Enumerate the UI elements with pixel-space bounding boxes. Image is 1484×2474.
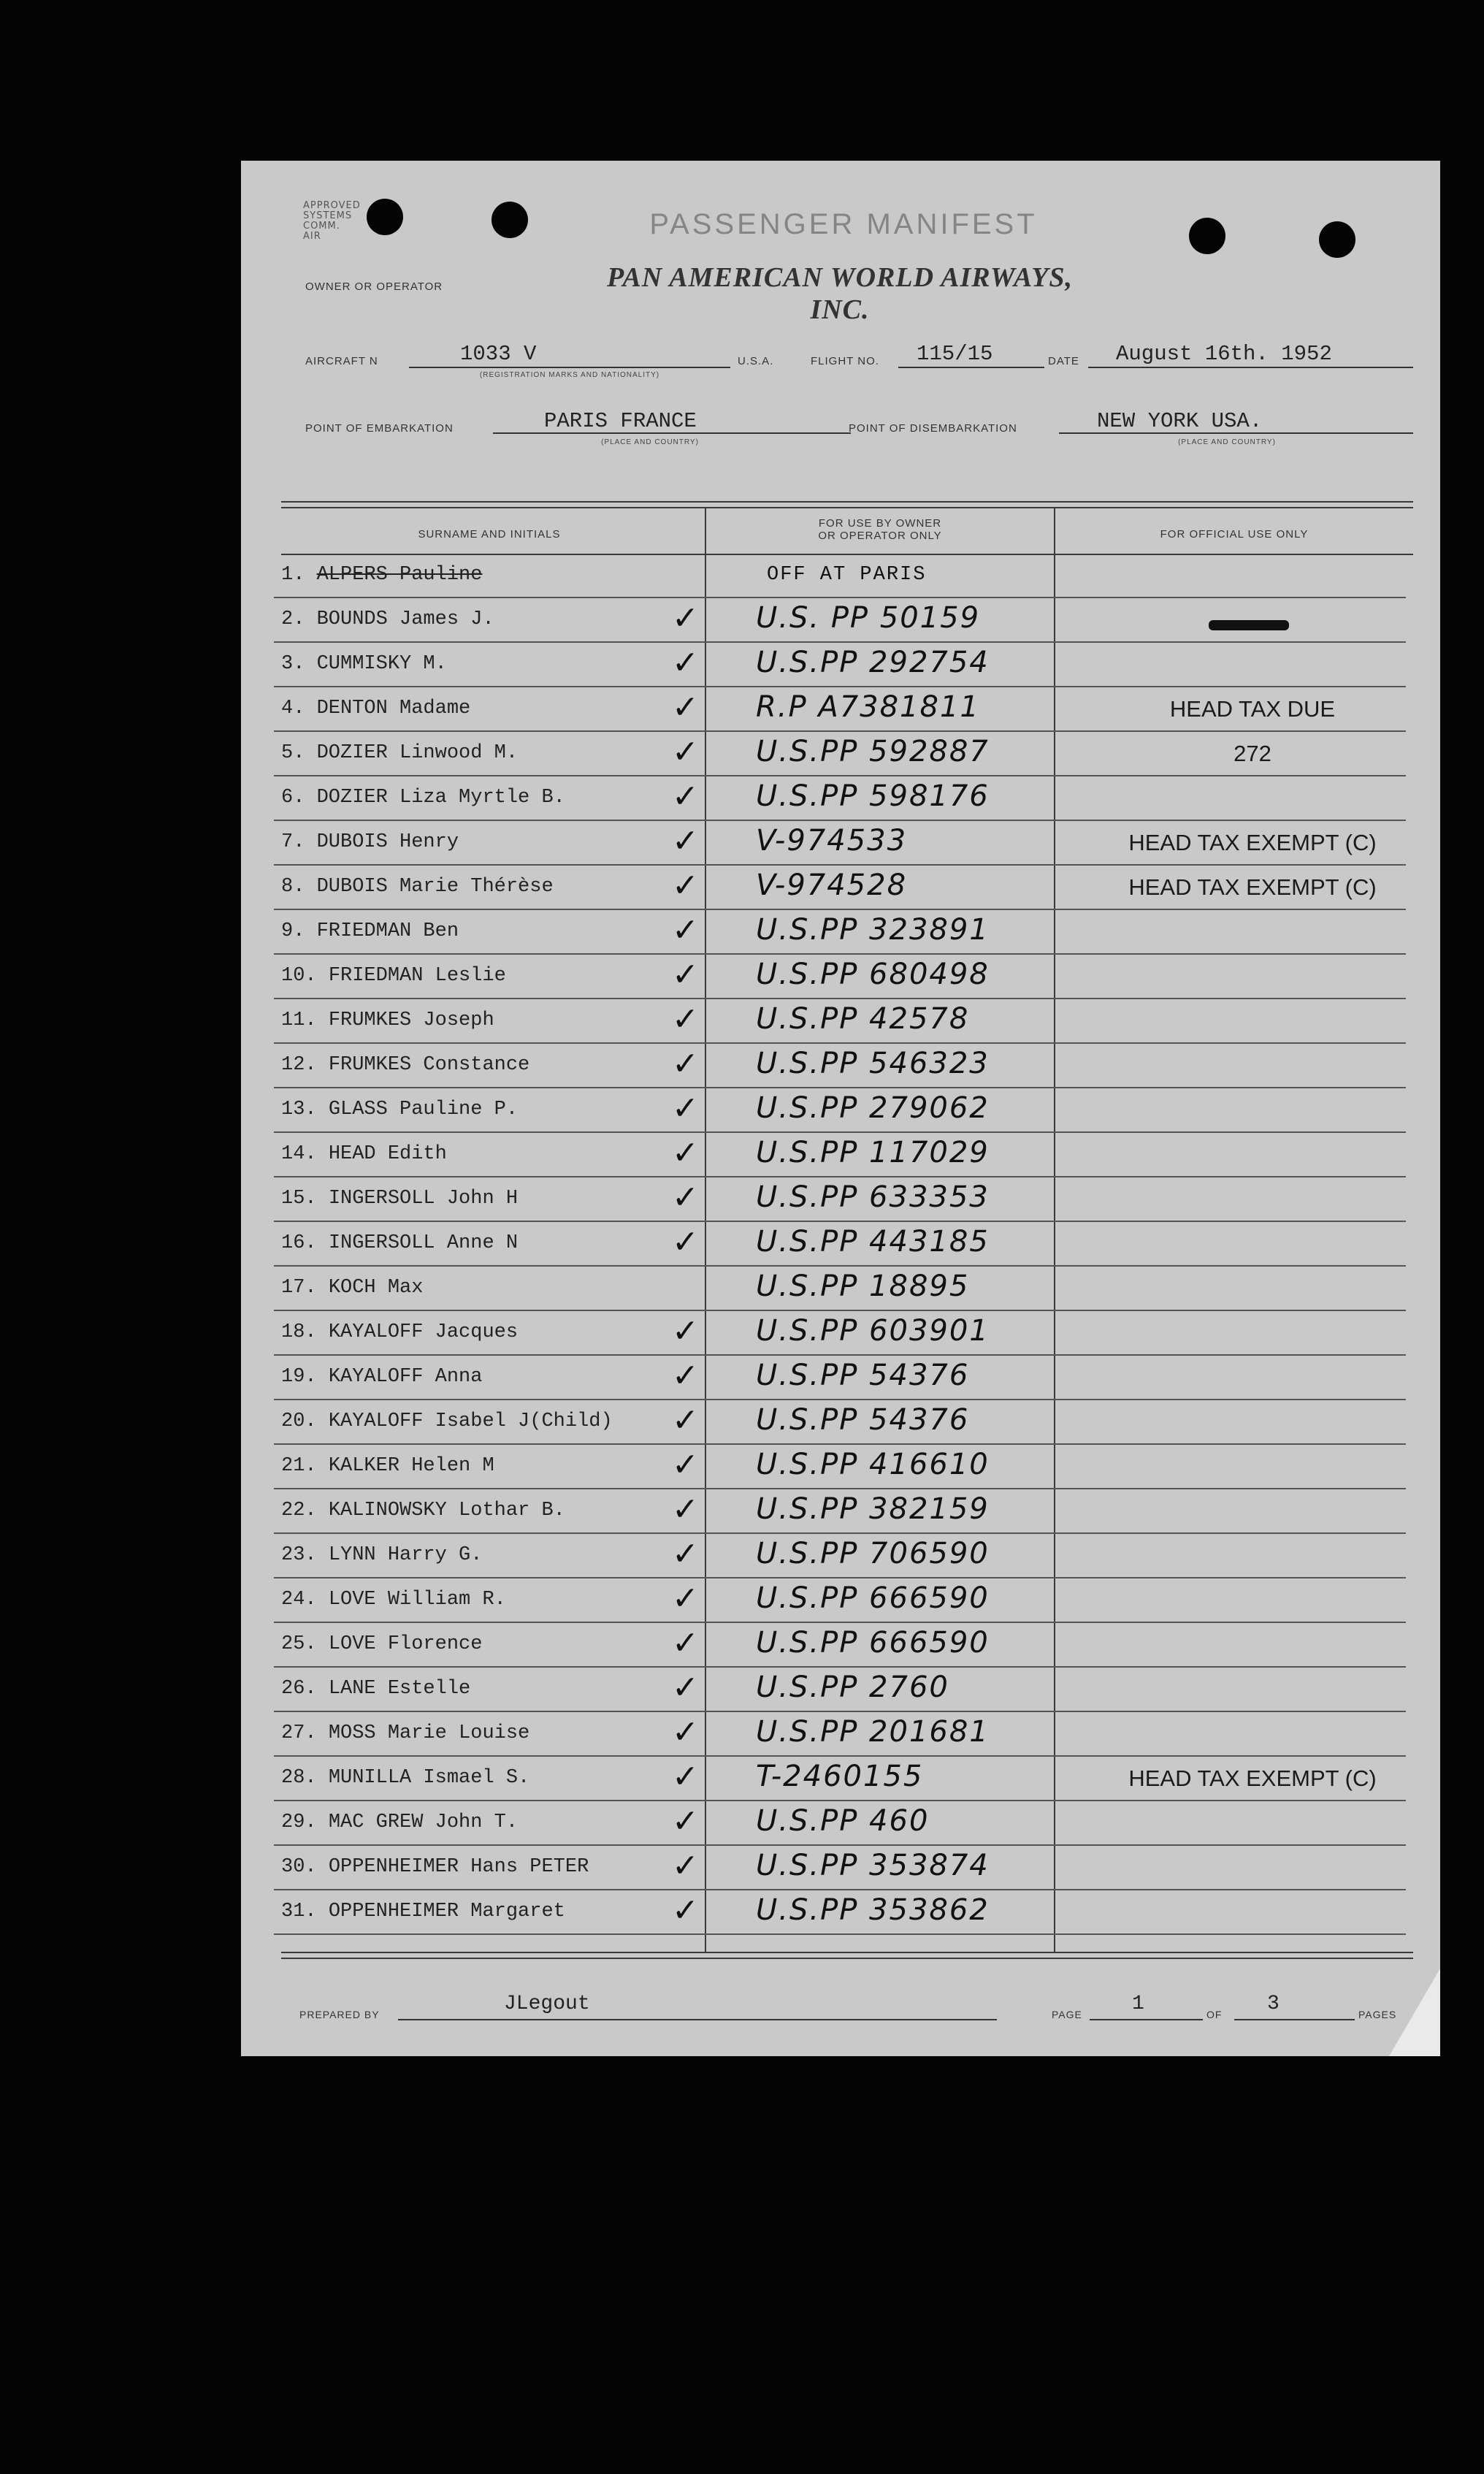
table-bottom-rule: [281, 1958, 1413, 1959]
checkmark-icon: ✓: [672, 1536, 699, 1572]
row-number: 12.: [281, 1054, 317, 1076]
passport-number: U.S.PP 279062: [756, 1091, 990, 1125]
surname-initials: KALKER Helen M: [328, 1455, 494, 1477]
row-number: 20.: [281, 1410, 317, 1432]
passport-number: U.S.PP 666590: [756, 1626, 990, 1660]
surname-initials: LANE Estelle: [328, 1678, 471, 1700]
row-number: 25.: [281, 1633, 317, 1655]
ink-blot: [1209, 620, 1289, 630]
page-total: 3: [1267, 1993, 1280, 2015]
row-rule: [274, 1933, 1406, 1935]
folded-corner: [1389, 1969, 1440, 2056]
surname-initials: KOCH Max: [328, 1277, 424, 1299]
passport-number: U.S.PP 706590: [756, 1537, 990, 1570]
embarkation-label: POINT OF EMBARKATION: [305, 422, 454, 435]
checkmark-icon: ✓: [672, 1759, 699, 1795]
passenger-name: [281, 742, 518, 764]
checkmark-icon: ✓: [672, 1091, 699, 1126]
official-note: HEAD TAX EXEMPT (C): [1128, 1765, 1377, 1791]
disembarkation-label: POINT OF DISEMBARKATION: [849, 422, 1017, 435]
passenger-name: [281, 698, 470, 719]
checkmark-icon: ✓: [672, 1714, 699, 1750]
passport-number: U.S.PP 18895: [756, 1270, 970, 1303]
passenger-name: [281, 1366, 482, 1388]
passenger-name: [281, 564, 482, 586]
aircraft-value: 1033 V: [460, 342, 537, 366]
checkmark-icon: ✓: [672, 1581, 699, 1616]
flight-value: 115/15: [917, 342, 993, 366]
passport-number: U.S.PP 460: [756, 1804, 930, 1838]
surname-initials: INGERSOLL John H: [328, 1188, 519, 1210]
passport-number: U.S.PP 382159: [756, 1492, 990, 1526]
prepared-by-label: PREPARED BY: [299, 2009, 380, 2020]
passport-number: V-974533: [756, 824, 908, 858]
row-number: 17.: [281, 1277, 317, 1299]
surname-initials: FRUMKES Joseph: [328, 1009, 494, 1031]
surname-initials: KAYALOFF Jacques: [328, 1321, 519, 1343]
surname-initials: DENTON Madame: [316, 698, 471, 719]
checkmark-icon: ✓: [672, 1447, 699, 1483]
surname-initials: LOVE Florence: [328, 1633, 483, 1655]
table-row: [241, 910, 1440, 955]
table-row: [241, 776, 1440, 821]
carrier-name: PAN AMERICAN WORLD AIRWAYS, INC.: [606, 262, 1073, 325]
table-row: [241, 1133, 1440, 1177]
passenger-name: [281, 1589, 506, 1611]
passenger-name: [281, 1321, 518, 1343]
passport-number: U.S.PP 603901: [756, 1314, 990, 1348]
passenger-name: [281, 1678, 470, 1700]
surname-initials: MUNILLA Ismael S.: [328, 1767, 530, 1789]
row-number: 2.: [281, 608, 305, 630]
row-number: 19.: [281, 1366, 317, 1388]
punch-hole: [1319, 221, 1355, 258]
surname-initials: LOVE William R.: [328, 1589, 506, 1611]
aircraft-label: AIRCRAFT N: [305, 355, 378, 367]
table-row: [241, 1445, 1440, 1489]
passport-number: U.S.PP 54376: [756, 1359, 970, 1392]
table-row: [241, 955, 1440, 999]
page-underline: [1090, 2019, 1203, 2020]
table-row: [241, 1177, 1440, 1222]
checkmark-icon: ✓: [672, 645, 699, 681]
passport-number: U.S.PP 443185: [756, 1225, 990, 1259]
row-number: 6.: [281, 787, 305, 809]
row-number: 5.: [281, 742, 305, 764]
table-row: [241, 1222, 1440, 1267]
passport-number: U.S.PP 666590: [756, 1581, 990, 1615]
row-number: 3.: [281, 653, 305, 675]
row-number: 26.: [281, 1678, 317, 1700]
official-note: HEAD TAX DUE: [1169, 696, 1336, 722]
surname-initials: LYNN Harry G.: [328, 1544, 483, 1566]
table-row: [241, 1311, 1440, 1356]
checkmark-icon: ✓: [672, 1358, 699, 1394]
surname-initials: FRIEDMAN Leslie: [328, 965, 506, 987]
surname-initials: INGERSOLL Anne N: [328, 1232, 519, 1254]
official-use-header: FOR OFFICIAL USE ONLY: [1160, 528, 1309, 541]
passport-number: U.S.PP 42578: [756, 1002, 970, 1036]
page-title: PASSENGER MANIFEST: [649, 208, 1038, 240]
table-row: [241, 866, 1440, 910]
row-number: 24.: [281, 1589, 317, 1611]
prepared-by-value: JLegout: [504, 1993, 590, 2015]
checkmark-icon: ✓: [672, 1001, 699, 1037]
row-number: 4.: [281, 698, 305, 719]
passport-number: T-2460155: [756, 1760, 924, 1793]
passenger-name: [281, 1143, 447, 1165]
passenger-name: [281, 831, 459, 853]
surname-initials: CUMMISKY M.: [316, 653, 447, 675]
table-row: [241, 1044, 1440, 1088]
row-number: 29.: [281, 1811, 317, 1833]
table-row: [241, 554, 1440, 598]
row-number: 8.: [281, 876, 305, 898]
page-label: PAGE: [1052, 2009, 1082, 2020]
flight-underline: [898, 367, 1044, 368]
passenger-name: [281, 1633, 482, 1655]
manifest-sheet: [241, 161, 1440, 2056]
passenger-name: [281, 1410, 613, 1432]
usa-label: U.S.A.: [738, 355, 774, 367]
checkmark-icon: ✓: [672, 823, 699, 859]
table-row: [241, 1846, 1440, 1890]
passport-number: U.S.PP 598176: [756, 779, 990, 813]
table-row: [241, 1356, 1440, 1400]
passport-number: U.S.PP 353874: [756, 1849, 990, 1882]
passport-number: U.S. PP 50159: [756, 601, 981, 635]
row-number: 16.: [281, 1232, 317, 1254]
checkmark-icon: ✓: [672, 912, 699, 948]
checkmark-icon: ✓: [672, 957, 699, 993]
surname-column-header: SURNAME AND INITIALS: [418, 528, 561, 541]
row-number: 30.: [281, 1856, 317, 1878]
passport-number: OFF AT PARIS: [767, 564, 927, 586]
table-row: [241, 1757, 1440, 1801]
row-number: 22.: [281, 1500, 317, 1522]
table-row: [241, 1623, 1440, 1668]
checkmark-icon: ✓: [672, 734, 699, 770]
table-row: [241, 1890, 1440, 1935]
checkmark-icon: ✓: [672, 600, 699, 636]
row-number: 10.: [281, 965, 317, 987]
surname-initials: KALINOWSKY Lothar B.: [328, 1500, 565, 1522]
row-number: 14.: [281, 1143, 317, 1165]
passport-number: U.S.PP 2760: [756, 1671, 949, 1704]
surname-initials: DOZIER Linwood M.: [316, 742, 519, 764]
passenger-name: [281, 876, 554, 898]
row-number: 21.: [281, 1455, 317, 1477]
passenger-name: [281, 1455, 494, 1477]
passport-number: U.S.PP 117029: [756, 1136, 990, 1169]
surname-initials: FRIEDMAN Ben: [316, 920, 459, 942]
passenger-name: [281, 787, 565, 809]
row-number: 15.: [281, 1188, 317, 1210]
passenger-name: [281, 920, 459, 942]
checkmark-icon: ✓: [672, 1046, 699, 1082]
passport-number: U.S.PP 546323: [756, 1047, 990, 1080]
checkmark-icon: ✓: [672, 1402, 699, 1438]
table-bottom-rule: [281, 1952, 1413, 1953]
passenger-name: [281, 1811, 518, 1833]
surname-initials: KAYALOFF Isabel J(Child): [328, 1410, 613, 1432]
row-number: 11.: [281, 1009, 317, 1031]
table-row: [241, 1534, 1440, 1578]
row-number: 23.: [281, 1544, 317, 1566]
passport-number: U.S.PP 292754: [756, 646, 990, 679]
embark-place-note: (PLACE AND COUNTRY): [601, 438, 699, 446]
row-number: 31.: [281, 1901, 317, 1923]
row-number: 13.: [281, 1099, 317, 1120]
passenger-name: [281, 1544, 482, 1566]
checkmark-icon: ✓: [672, 1893, 699, 1928]
passenger-name: [281, 1099, 518, 1120]
passenger-name: [281, 1277, 423, 1299]
checkmark-icon: ✓: [672, 1135, 699, 1171]
flight-label: FLIGHT NO.: [811, 355, 879, 367]
passenger-name: [281, 1722, 529, 1744]
official-note: HEAD TAX EXEMPT (C): [1128, 830, 1377, 855]
row-number: 18.: [281, 1321, 317, 1343]
surname-initials: BOUNDS James J.: [316, 608, 494, 630]
passenger-name: [281, 965, 506, 987]
passenger-name: [281, 1901, 565, 1923]
of-label: OF: [1206, 2009, 1223, 2020]
date-underline: [1088, 367, 1413, 368]
table-row: [241, 1578, 1440, 1623]
table-row: [241, 687, 1440, 732]
passenger-name: [281, 608, 494, 630]
row-number: 9.: [281, 920, 305, 942]
checkmark-icon: ✓: [672, 1670, 699, 1706]
table-row: [241, 1668, 1440, 1712]
surname-initials: GLASS Pauline P.: [328, 1099, 519, 1120]
table-row: [241, 1400, 1440, 1445]
checkmark-icon: ✓: [672, 1313, 699, 1349]
passport-number: V-974528: [756, 868, 908, 902]
official-note: HEAD TAX EXEMPT (C): [1128, 874, 1377, 900]
row-number: 27.: [281, 1722, 317, 1744]
table-top-rule: [281, 507, 1413, 508]
punch-hole: [1189, 218, 1225, 254]
surname-initials: HEAD Edith: [328, 1143, 447, 1165]
table-row: [241, 643, 1440, 687]
checkmark-icon: ✓: [672, 1848, 699, 1884]
passenger-name: [281, 1232, 518, 1254]
surname-initials: MAC GREW John T.: [328, 1811, 519, 1833]
passenger-name: [281, 1188, 518, 1210]
passport-number: U.S.PP 54376: [756, 1403, 970, 1437]
table-row: [241, 1267, 1440, 1311]
passport-number: U.S.PP 633353: [756, 1180, 990, 1214]
passenger-name: [281, 1009, 494, 1031]
surname-initials: DOZIER Liza Myrtle B.: [316, 787, 565, 809]
checkmark-icon: ✓: [672, 779, 699, 814]
passenger-name: [281, 1500, 565, 1522]
date-value: August 16th. 1952: [1116, 342, 1332, 366]
aircraft-underline: [409, 367, 730, 368]
table-row: [241, 1489, 1440, 1534]
surname-initials: ALPERS Pauline: [316, 564, 483, 586]
surname-initials: DUBOIS Marie Thérèse: [316, 876, 554, 898]
passport-number: U.S.PP 592887: [756, 735, 990, 768]
table-top-rule: [281, 501, 1413, 503]
checkmark-icon: ✓: [672, 868, 699, 904]
passport-number: U.S.PP 353862: [756, 1893, 990, 1927]
of-underline: [1234, 2019, 1355, 2020]
passport-number: U.S.PP 323891: [756, 913, 990, 947]
table-row: [241, 821, 1440, 866]
registration-note: (REGISTRATION MARKS AND NATIONALITY): [479, 371, 660, 379]
surname-initials: MOSS Marie Louise: [328, 1722, 530, 1744]
embarkation-value: PARIS FRANCE: [544, 409, 697, 433]
checkmark-icon: ✓: [672, 1803, 699, 1839]
page-number: 1: [1132, 1993, 1144, 2015]
approval-stamp: APPROVED SYSTEMS COMM. AIR: [303, 200, 361, 242]
prepared-by-underline: [398, 2019, 997, 2020]
surname-initials: OPPENHEIMER Hans PETER: [328, 1856, 589, 1878]
row-number: 7.: [281, 831, 305, 853]
punch-hole: [492, 202, 528, 238]
table-row: [241, 999, 1440, 1044]
surname-initials: FRUMKES Constance: [328, 1054, 530, 1076]
table-row: [241, 1088, 1440, 1133]
passport-number: U.S.PP 416610: [756, 1448, 990, 1481]
official-note: 272: [1234, 741, 1271, 766]
row-number: 28.: [281, 1767, 317, 1789]
passport-number: U.S.PP 201681: [756, 1715, 990, 1749]
table-row: [241, 732, 1440, 776]
checkmark-icon: ✓: [672, 1224, 699, 1260]
checkmark-icon: ✓: [672, 1180, 699, 1215]
date-label: DATE: [1048, 355, 1079, 367]
passenger-name: [281, 1856, 589, 1878]
passenger-name: [281, 1767, 529, 1789]
pages-label: PAGES: [1358, 2009, 1397, 2020]
surname-initials: OPPENHEIMER Margaret: [328, 1901, 565, 1923]
checkmark-icon: ✓: [672, 1625, 699, 1661]
passport-number: U.S.PP 680498: [756, 958, 990, 991]
checkmark-icon: ✓: [672, 690, 699, 725]
table-row: [241, 1801, 1440, 1846]
row-number: 1.: [281, 564, 305, 586]
checkmark-icon: ✓: [672, 1492, 699, 1527]
passenger-name: [281, 1054, 529, 1076]
passenger-name: [281, 653, 447, 675]
table-row: [241, 1712, 1440, 1757]
disembarkation-value: NEW YORK USA.: [1097, 409, 1263, 433]
owner-use-header: FOR USE BY OWNER OR OPERATOR ONLY: [818, 517, 942, 542]
disembark-place-note: (PLACE AND COUNTRY): [1178, 438, 1276, 446]
table-row: [241, 598, 1440, 643]
passport-number: R.P A7381811: [756, 690, 980, 724]
surname-initials: DUBOIS Henry: [316, 831, 459, 853]
surname-initials: KAYALOFF Anna: [328, 1366, 483, 1388]
owner-label: OWNER OR OPERATOR: [305, 280, 443, 293]
